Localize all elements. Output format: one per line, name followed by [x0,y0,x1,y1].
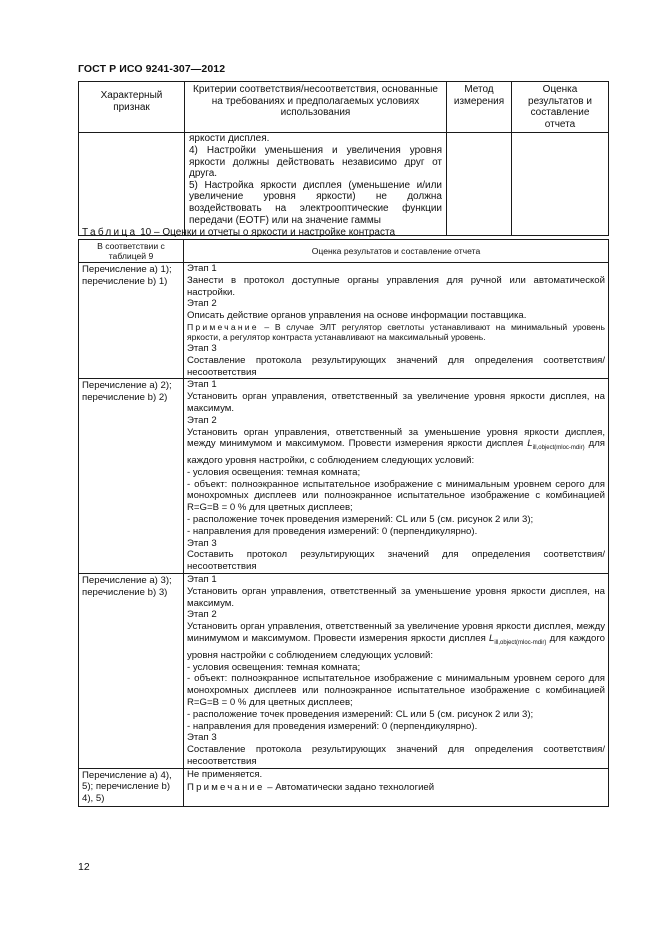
condition-item: - объект: полноэкранное испытательное изображение с минимальным уровнем серого для монохромных дисплеев или полноэкранное испытательное изображение с комбинацией R=G=B = 0 % для цветных дисплеев; [187,478,605,514]
stage-text: Составить протокол результирующих значений для определения соответствия/несоответствия [187,549,605,573]
note-label: Примечание [187,321,259,332]
header-feature: Характерный признак [79,82,185,133]
stage-text: Описать действие органов управления на основе информации поставщика. [187,310,527,322]
table-caption [82,227,395,239]
table-caption-label: Таблица [82,227,138,238]
stage-label: Этап 1 [187,263,217,274]
condition-item: - условия освещения: темная комната; [187,661,361,673]
condition-item: - направления для проведения измерений: 0 (перпендикулярно). [187,525,478,537]
luminance-subscript: ill,object(mloc-mdir) [494,639,547,646]
table-caption-text: 10 – Оценки и отчеты о яркости и настройке контраста [140,227,396,238]
stage-label: Этап 3 [187,537,217,549]
luminance-symbol: L [489,633,495,645]
table-row [79,379,609,574]
continued-table-row [79,133,609,236]
row-evaluation [184,263,609,379]
document-header: ГОСТ Р ИСО 9241-307—2012 [78,63,226,75]
note [187,782,605,794]
header-criteria: Критерии соответствия/несоответствия, основанные на требованиях и предполагаемых условиях использования [185,82,447,133]
stage-text: Занести в протокол доступные органы управления для ручной или автоматической настройки. [187,274,605,298]
condition-item: - направления для проведения измерений: 0 (перпендикулярно). [187,720,478,732]
stage-text: Установить орган управления, ответственный за увеличение уровня яркости дисплея, на максимум. [187,391,605,414]
row-reference: Перечисление а) 3); перечисление b) 3) [79,574,184,769]
stage-text: Составление протокола результирующих значений для определения соответствия/несоответствия [187,744,605,767]
row-evaluation [184,768,609,806]
condition-item: - расположение точек проведения измерений: CL или 5 (см. рисунок 2 или 3); [187,514,534,526]
stage-label: Этап 1 [187,379,217,391]
table-10-header-row [79,240,609,263]
stage-text: Не применяется. [187,768,263,780]
assessment-cell [512,133,609,236]
row-evaluation [184,379,609,574]
row-reference: Перечисление а) 1); перечисление b) 1) [79,263,184,379]
feature-cell [79,133,185,236]
stage-text-part: для каждого уровня настройки, с соблюдением следующих условий: [187,438,606,467]
stage-label: Этап 1 [187,574,217,586]
header-evaluation: Оценка результатов и составление отчета [184,240,609,263]
stage-label: Этап 2 [187,414,217,426]
continued-table [78,81,609,236]
condition-item: - объект: полноэкранное испытательное изображение с минимальным уровнем серого для монохромных дисплеев или полноэкранное испытательное изображение с комбинацией R=G=B = 0 % для цветных дисплеев; [187,673,605,708]
row-evaluation [184,574,609,769]
stage-text: Установить орган управления, ответственный за уменьшение уровня яркости дисплея, на максимум. [187,585,605,609]
stage-label: Этап 3 [187,732,217,744]
table-row [79,574,609,769]
note-text: – В случае ЭЛТ регулятор светлоты устанавливают на минимальный уровень яркости, а регулятор контраста устанавливают на максимальный уровень. [187,321,605,343]
method-cell [447,133,512,236]
table-10 [78,239,609,807]
condition-item: - расположение точек проведения измерений: CL или 5 (см. рисунок 2 или 3); [187,708,534,720]
stage-text [187,621,605,661]
continued-table-header-row [79,82,609,133]
stage-text-part: Установить орган управления, ответственный за уменьшение уровня яркости дисплея, между минимумом и максимумом. Провести измерения яркости дисплея [187,426,605,450]
stage-label: Этап 2 [187,298,217,310]
header-reference: В соответствии с таблицей 9 [79,240,184,263]
header-assessment: Оценка результатов и составление отчета [512,82,609,133]
note-label: Примечание [187,782,265,794]
stage-text-part: для каждого уровня настройки с соблюдением следующих условий: [187,633,605,661]
header-method: Метод измерения [447,82,512,133]
condition-item: - условия освещения: темная комната; [187,466,361,478]
luminance-subscript: ill,object(mloc-mdir) [532,445,585,452]
note [187,322,605,343]
stage-label: Этап 3 [187,342,217,354]
table-row [79,263,609,379]
row-reference: Перечисление а) 4), 5); перечисление b) 4), 5) [79,768,184,806]
page-number: 12 [78,861,90,873]
luminance-symbol: L [527,438,533,450]
stage-label: Этап 2 [187,609,217,621]
stage-text [187,427,605,467]
table-row [79,768,609,806]
note-text: – Автоматически задано технологией [264,782,435,794]
row-reference: Перечисление а) 2); перечисление b) 2) [79,379,184,574]
criteria-cell: яркости дисплея. 4) Настройки уменьшения и увеличения уровня яркости должны действовать независимо друг от друга. 5) Настройка яркости дисплея (уменьшение и/или увеличение уровня яркости) не должна воздействовать на электрооптические функции передачи (EOTF) или на значение гаммы [185,133,447,236]
stage-text-part: Установить орган управления, ответственный за увеличение уровня яркости дисплея, между минимумом и максимумом. Провести измерения яркости дисплея [187,621,605,645]
stage-text: Составление протокола результирующих значений для определения соответствия/несоответствия [187,354,605,378]
